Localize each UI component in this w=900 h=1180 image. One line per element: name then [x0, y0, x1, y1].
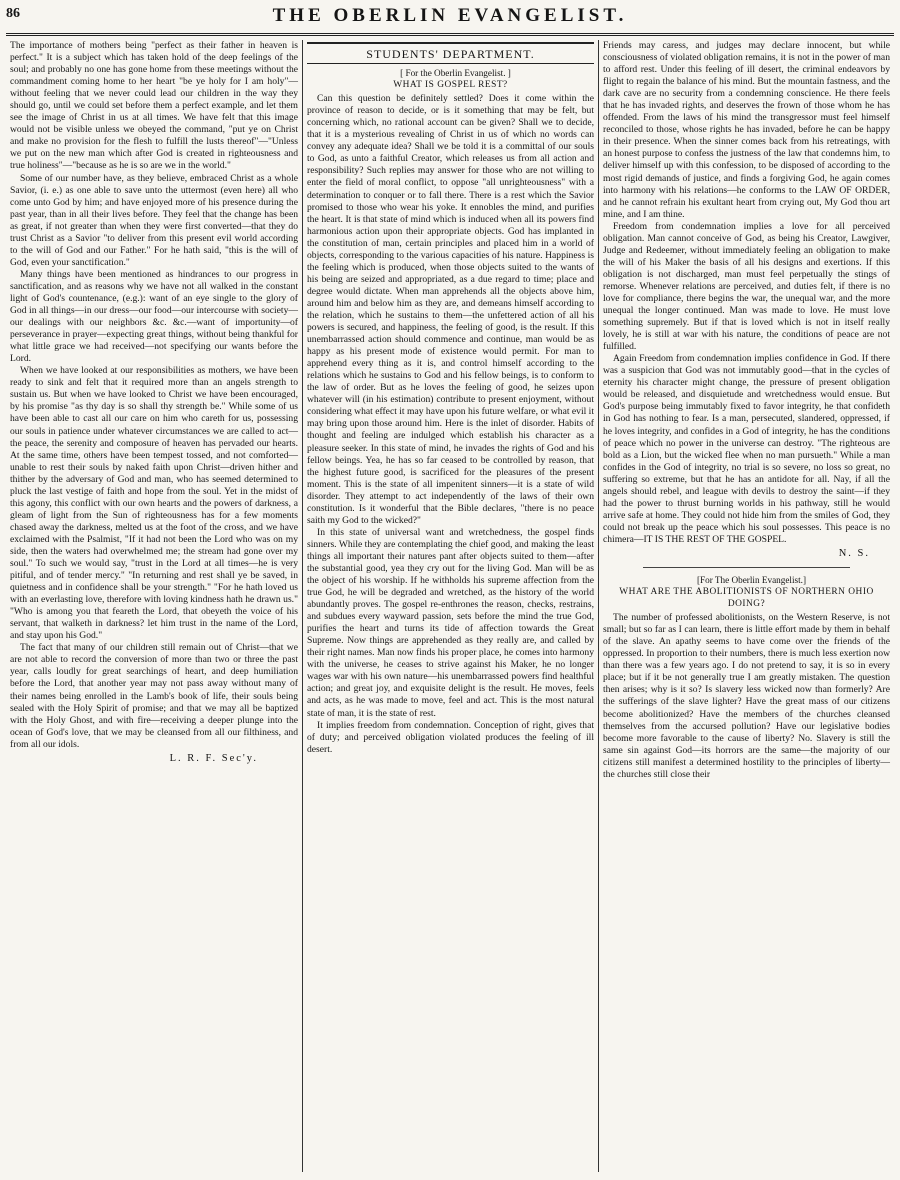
- signature: N. S.: [838, 547, 870, 559]
- columns: [6, 40, 894, 1172]
- article-divider: [643, 567, 850, 568]
- paragraph: Many things have been mentioned as hindrances to our progress in sanctification, and as reasons why we have not all walked in the constant light of God's countenance, (e.g.): want of an eye single to the glory of God in all things—in our dress—our food—our intercourse with society—our dealings with our neighbors &c. &c.—want of importunity—of perseverance in prayer—expecting great things, without being thankful for what little grace we had received—not specifying our wants before the Lord.: [10, 268, 298, 365]
- paragraph: Some of our number have, as they believe, embraced Christ as a whole Savior, (i. e.) as one able to save unto the uttermost (even here) all who come unto God by him; and have enjoyed more of his presence during the past year, than in all their lives before. They feel that the change has been as great, if not greater than when they were first converted—that they do trust Christ as a Savior "to deliver from this present evil world according to the will of God and our Father." For he hath said, "this is the will of God, even your sanctification.": [10, 172, 298, 268]
- column-2: [302, 40, 598, 1172]
- masthead: [6, 2, 894, 32]
- paragraph: The fact that many of our children still remain out of Christ—that we are not able to record the conversion of more than two or three the past year, calls loudly for great searchings of heart, and deep humiliation before the Lord, that another year may not pass away without many of their names being enrolled in the Lamb's book of life, their souls being sealed with the Holy Spirit of promise; and that we may all be baptized with the Holy Ghost, and with fire—receiving a deeper plunge into the ocean of God's love, that we may be cleansed from all our filthiness, and from all our idols.: [10, 642, 298, 750]
- department-heading: STUDENTS' DEPARTMENT.: [307, 42, 594, 64]
- journal-title: THE OBERLIN EVANGELIST.: [272, 5, 628, 26]
- paragraph: Again Freedom from condemnation implies confidence in God. If there was a suspicion that God was not immutably good—that in the cycles of eternity his character might change, the pressure of present obligation would be released, and disquietude and wretchedness would ensue. But God's purpose being immutably fixed to favor integrity, he that confideth in God has nothing to fear. Is a man, persecuted, slandered, oppressed, if he loves integrity, and confides in a God of integrity, he has the conditions of peace which no power in the universe can destroy. "The righteous are bold as a Lion, but the wicked flee when no man pursueth." While a man confides in the God of integrity, no trial is so severe, no loss so great, no suffering so extreme, but that he has an antidote for all. Nay, if all the angels should rebel, and league with devils to destroy the saint—if they had the power to thrust burning worlds in his pathway, still he would arrive safe at home. They could not hide him from the smiles of God, they could not break up the peace which his soul possesses. This peace is no chimera—IT IS THE REST OF THE GOSPEL.: [603, 353, 890, 545]
- paragraph: It implies freedom from condemnation. Conception of right, gives that of duty; and perceived obligation violated produces the feeling of ill desert.: [307, 719, 594, 755]
- paragraph: Freedom from condemnation implies a love for all perceived obligation. Man cannot conceive of God, as being his Creator, Lawgiver, Judge and Redeemer, without immediately feeling an obligation to make the will of his Maker the basis of all his designs and exertions. If this obligation is not discharged, man must feel perpetually the stings of remorse. Whenever relations are perceived, and duties felt, if there is no love for compliance, there begins the war, the unequal war, and the more unequal the longer continued. Man was made to love. He must love something supremely. But if that is loved which is not in itself really lovely, he is still at war with his nature, the conditions of peace are not fulfilled.: [603, 220, 890, 353]
- column-1: [6, 40, 302, 1172]
- paragraph: Can this question be definitely settled? Does it come within the province of reason to decide, or is it something that may be felt, but concerning which, no rational account can be given? Shall we to decide, that it is a mysterious revealing of Christ in us of which no words can convey any adequate idea? Shall we be told it is a committal of our souls to God, as unto a faithful Creator, which releases us from all action and responsibility? Such replies may answer for those who are not willing to enter the field of moral conflict, to oppose "all unrighteousness" with a determination to conquer or to fall there. There is a rest which the Savior promised to those who wear his yoke. It ennobles the mind, and purifies the heart. It is that state of mind which is induced when all its powers find harmonious action upon their appropriate objects. God has implanted in the constitution of man, certain principles and placed him in a world of objects, corresponding to the various capacities of his nature. Happiness is the feeling which is produced, when those objects suited to the wants of his being are seized and appropriated, as a due regard to time; place and degree would dictate. When man apprehends all the objects above him, around him and below him as they are, and demeans himself according to the relation, which he sustains to them—the unfettered action of all his powers is secured, and happiness, the feeling of good, is the result. If this unembarrassed action should commence and continue, man would be as happy as his present mode of existence would permit. For man to apprehend every thing as it is, and control himself according to the relations which he sustains to God and his fellow beings, is to conform to the law of order. But as he loves the feeling of good, he seizes upon whatever will (in his estimation) contribute to present enjoyment, without considering what effect it may have upon his future welfare, or what evil it may bring upon those around him. Here is the inlet of disorder. Habits of thought and feeling are indulged which establish his character as a pleasure seeker. In this state of mind, he invades the rights of God and his fellow beings. Yea, he has so far ceased to be controlled by reason, that the highest future good, is sacrificed for the pleasures of the present moment. This is the state of all impenitent sinners—it is a state of wild disorder. They attempt to act independently of the laws of their own constitution. Is it wonderful that the Bible declares, "there is no peace saith my God to the wicked?": [307, 93, 595, 526]
- page-number: 86: [6, 6, 20, 21]
- column-3: [598, 40, 894, 1172]
- article-credit: [ For the Oberlin Evangelist. ]: [400, 68, 511, 79]
- paragraph: When we have looked at our responsibilities as mothers, we have been ready to sink and felt that it required more than an angels strength to sustain us. But when we have looked to Christ we have been encouraged, by his promise "as thy day is so shall thy strength be." While some of us have been able to cast all our care on him who careth for us, possessing our souls in patience under whatever circumstances we are called to act—the peace, the serenity and composure of heaven has pervaded our hearts. At the same time, others have been tempest tossed, and not comforted—unable to rest their souls by naked faith upon Christ—driven hither and thither by the adversary of God and man, who has seemed determined to pluck the last vestige of faith and hope from the soul. Yet in the midst of this agony, this conflict with our own hearts and the powers of darkness, a gleam of light from the Sun of righteousness has for a few moments chased away the darkness, melted us at the foot of the cross, and we have exclaimed with the Psalmist, "If it had not been the Lord who was on my side, then the waters had overwhelmed me; the stream had gone over my soul." To such we would say, "trust in the Lord at all times—he is very pitiful, and of tender mercy." "In returning and rest shall ye be saved, in quietness and in confidence shall be your strength." "For he hath loved us with an everlasting love, therefore with loving kindness hath he drawn us." "Who is among you that feareth the Lord, that obeyeth the voice of his servant, that walketh in darkness? let him trust in the name of the Lord, and stay upon his God.": [10, 365, 298, 642]
- article-title: WHAT IS GOSPEL REST?: [393, 80, 508, 91]
- article-title: WHAT ARE THE ABOLITIONISTS OF NORTHERN OHIO DOING?: [619, 587, 874, 610]
- paragraph: The importance of mothers being "perfect as their father in heaven is perfect." It is a subject which has taken hold of the deep feelings of the soul; and probably no one has gone home from these meetings without the commandment coming home to her heart "be ye holy for I am holy"—without feeling that we never could lead our children in the way they should go, until we could set before them a perfect example, and let them see the image of Christ in us at all times. We have felt that this image would not be visible unless we obeyed the command, "put ye on Christ and make no provision for the flesh to fulfill the lusts thereof"—"Unless we put on the new man which after God is created in righteousness and true holiness"—"because as he is so are we in the world.": [10, 40, 298, 172]
- article-credit: [For The Oberlin Evangelist.]: [696, 575, 807, 586]
- paragraph: Friends may caress, and judges may declare innocent, but while consciousness of violated obligation remains, it is not in the power of man to afford rest. Under this feeling of ill desert, the criminal endeavors by flight to regain the balance of his mind. But the mountain fastness, and the dark cave are no security from a condemning conscience. He there feels that he has invaded rights, and deserves the frown of those whom he has offended. From the laws of his mind the transgressor must feel himself reconciled to those, whose rights he has invaded, before he can be happy in their presence. When the sinner comes back from his retreatings, with an honest purpose to confess the justness of the law that condemns him, to deliver himself up with this confession, to be disposed of according to the most rigid demands of justice, and finds a forgiving God, he again comes into harmony with his relations—he conforms to the LAW OF ORDER, and he cannot refrain his exultant heart from crying out, My God thou art mine, and I am thine.: [603, 40, 890, 220]
- signature: L. R. F. Sec'y.: [169, 752, 258, 764]
- paragraph: In this state of universal want and wretchedness, the gospel finds sinners. While they are contemplating the chief good, and making the least things all important their natures pant after objects suited to them—after the substantial good, yea they cry out for the living God. Man will be as the object of his worship. If he withholds his supreme affection from the true God, he will be degraded and wretched, as the history of the world abundantly proves. The gospel re-enthrones the reason, checks, restrains, and subdues every wayward passion, sets before the mind the true God, purifies the heart and turns its tide of affection towards the Great Supreme. Now things are apprehended as they really are, and called by their right names. Man now finds his proper place, he comes into harmony with the universe, he ceases to strive against his Maker, he no longer wages war with his own nature—his unembarrassed powers find healthful action; and great joy, and exquisite delight is the result. He moves, feels and acts, as he was made to move, feel and act. This is the most natural state of man, it is the state of rest.: [307, 526, 594, 719]
- header-rule: [6, 33, 894, 36]
- paragraph: The number of professed abolitionists, on the Western Reserve, is not small; but so far as I can learn, there is little effort made by them in behalf of the slave. An apathy seems to have come over the friends of the oppressed. In proportion to their numbers, there is much less exertion now than there was a few years ago. I do not pretend to say, it is so in every place; but if it be not generally true I am greatly mistaken. The question then arises; why is it so? Is slavery less wicked now than formerly? Are the sufferings of the slave lighter? Have the great mass of our citizens become abolitionized? Have the members of the churches cleansed themselves from the accursed pollution? Have our legislative bodies become more favorable to the cause of liberty? No. Slavery is still the same sin against God—its horrors are the same—the majority of our citizens still manifest a determined hostility to the principles of liberty—the churches still close their: [603, 612, 890, 780]
